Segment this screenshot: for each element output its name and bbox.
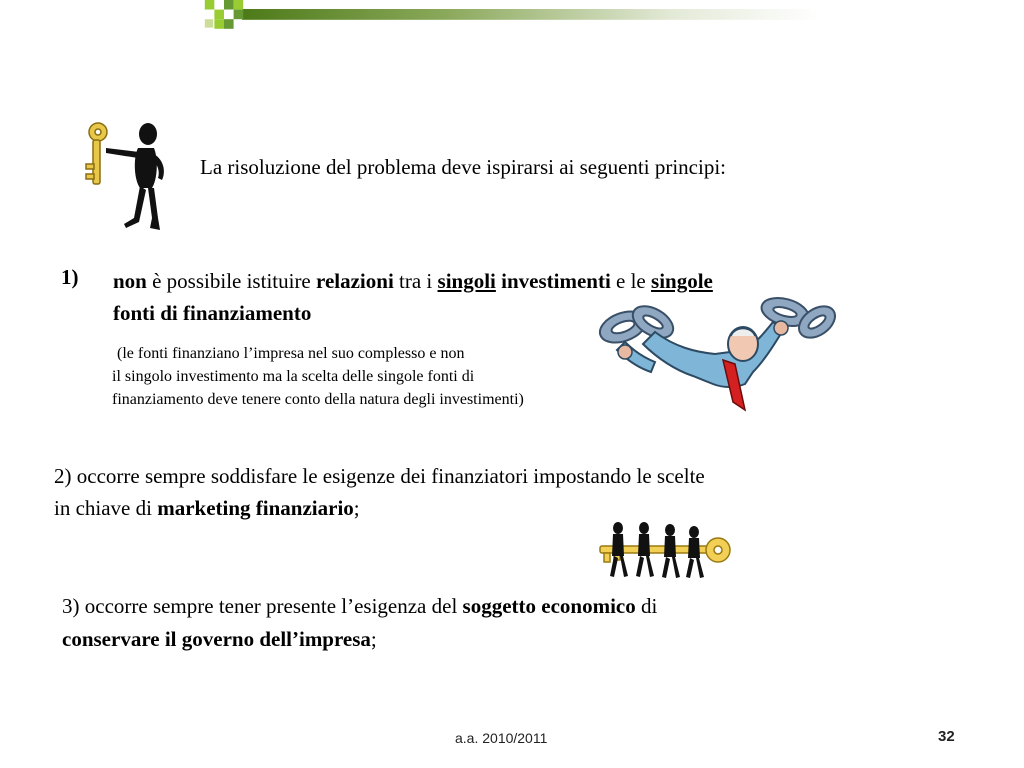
soggetto-economico: soggetto economico bbox=[462, 594, 636, 618]
point-1-note: (le fonti finanziano l’impresa nel suo complesso e non il singolo investimento ma la scelta delle singole fonti di finanziamento deve tenere conto della natura degli investimenti) bbox=[112, 345, 524, 408]
footer-year: a.a. 2010/2011 bbox=[455, 730, 548, 746]
marketing-finanziario: marketing finanziario bbox=[157, 496, 354, 520]
conservare-governo: conservare il governo dell’impresa bbox=[62, 627, 371, 651]
point-2-text: 2) occorre sempre soddisfare le esigenze dei finanziatori impostando le scelte in chiave di marketing finanziario; bbox=[54, 464, 705, 520]
point-1-non: non bbox=[113, 269, 147, 293]
page-number: 32 bbox=[938, 728, 955, 745]
intro-text: La risoluzione del problema deve ispirarsi ai seguenti principi: bbox=[200, 155, 727, 179]
key-figure-illustration bbox=[78, 118, 170, 233]
team-key-illustration bbox=[596, 520, 738, 582]
point-3-text: 3) occorre sempre tener presente l’esigenza del soggetto economico di conservare il governo dell’impresa; bbox=[62, 594, 658, 651]
header-decoration bbox=[0, 0, 1024, 36]
point-1-fonti: fonti di finanziamento bbox=[113, 301, 312, 325]
chained-businessman-illustration bbox=[595, 292, 840, 417]
point-1-number: 1) bbox=[61, 265, 79, 289]
point-1-text: non è possibile istituire relazioni tra i singoli investimenti e le singole fonti di finanziamento bbox=[113, 269, 713, 325]
